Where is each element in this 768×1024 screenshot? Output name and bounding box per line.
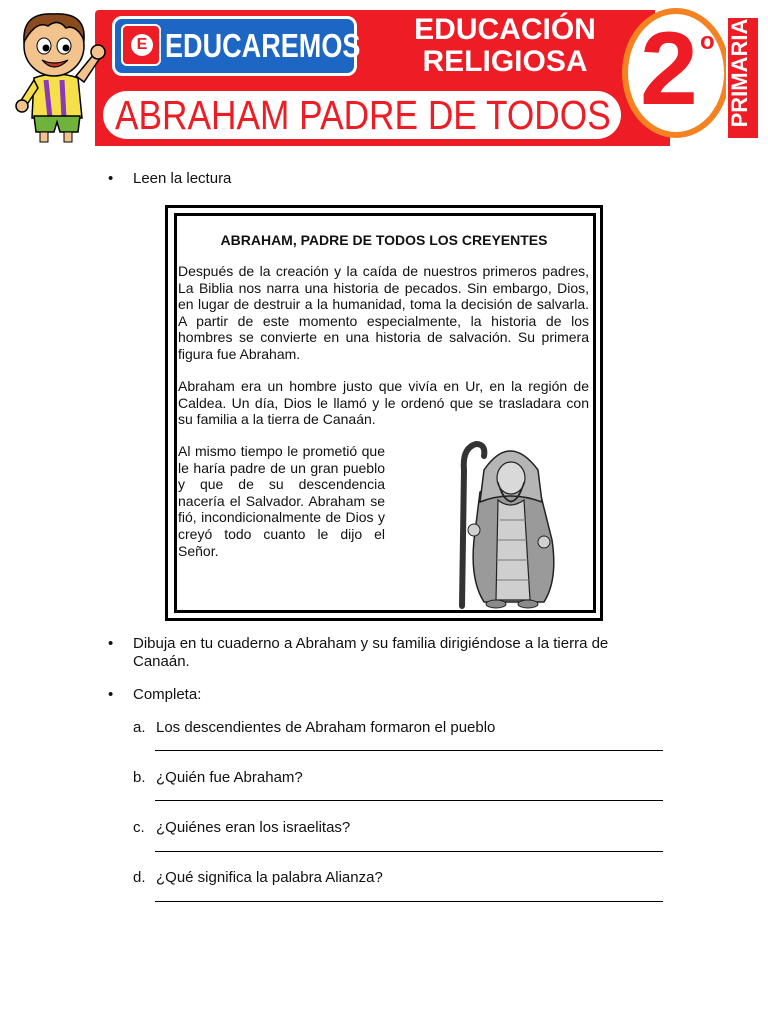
child-mascot-icon	[6, 6, 106, 146]
answer-line[interactable]	[155, 851, 663, 852]
brand-logo	[112, 16, 361, 76]
bullet-icon: •	[108, 170, 114, 187]
bullet-icon: •	[108, 635, 114, 652]
reading-title: ABRAHAM, PADRE DE TODOS LOS CREYENTES	[220, 232, 548, 248]
answer-line[interactable]	[155, 901, 663, 902]
answer-line[interactable]	[155, 750, 663, 751]
abraham-illustration-icon	[440, 430, 580, 610]
worksheet-title: ABRAHAM PADRE DE TODOS	[115, 92, 611, 138]
grade-number: 2	[640, 11, 698, 127]
subject-title: EDUCACIÓN RELIGIOSA	[414, 13, 596, 78]
grade-ordinal: o	[700, 28, 715, 55]
worksheet-header	[0, 0, 768, 150]
reading-paragraph: Abraham era un hombre justo que vivía en Ur, en la región de Caldea. Un día, Dios le llamó y le ordenó que se trasladara con su familia a la tierra de Canaán.	[178, 378, 589, 428]
brand-name: EDUCAREMOS	[165, 27, 361, 64]
brand-emblem-icon: E	[121, 24, 161, 66]
bullet-icon: •	[108, 686, 114, 703]
reading-paragraph: Después de la creación y la caída de nuestros primeros padres, La Biblia nos narra una historia de pecados. Sin embargo, Dios, en lugar de destruir a la humanidad, toma la decisión de salvarla. A partir de este momento especialmente, la historia de los hombres se convierte en una historia de salvación. Su primera figura fue Abraham.	[178, 263, 589, 362]
level-label: PRIMARIA	[727, 18, 752, 128]
answer-line[interactable]	[155, 800, 663, 801]
reading-paragraph: Al mismo tiempo le prometió que le haría padre de un gran pueblo y que de su descendencia nacería el Salvador. Abraham se fió, incondicionalmente de Dios y creyó todo cuanto le dijo el Señor.	[178, 443, 385, 559]
